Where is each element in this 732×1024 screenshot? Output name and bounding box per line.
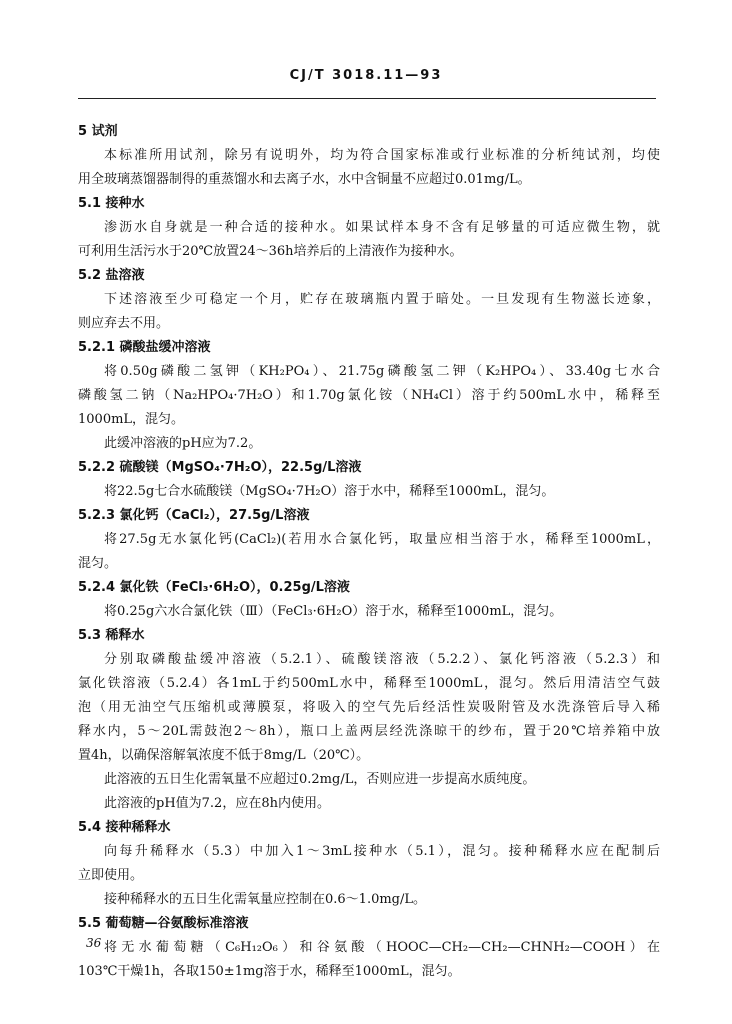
section-heading: 5.3 稀释水	[78, 628, 145, 643]
text-line: 接种稀释水的五日生化需氧量应控制在0.6～1.0mg/L。	[104, 892, 427, 907]
text-line: 103℃干燥1h，各取150±1mg溶于水，稀释至1000mL，混匀。	[78, 964, 461, 979]
text-line: 将无水葡萄糖（C₆H₁₂O₆）和谷氨酸（HOOC—CH₂—CH₂—CHNH₂—COOH）在	[104, 940, 660, 955]
section-heading: 5.2.1 磷酸盐缓冲溶液	[78, 340, 211, 355]
text-line: 置4h，以确保溶解氧浓度不低于8mg/L（20℃）。	[78, 748, 370, 763]
text-line: 向每升稀释水（5.3）中加入1～3mL接种水（5.1），混匀。接种稀释水应在配制后	[104, 844, 660, 859]
section-heading: 5 试剂	[78, 124, 118, 139]
text-line: 将27.5g无水氯化钙(CaCl₂)(若用水合氯化钙，取量应相当溶于水，稀释至1000mL，	[104, 532, 660, 547]
section-heading: 5.2.4 氯化铁（FeCl₃·6H₂O），0.25g/L溶液	[78, 580, 350, 595]
text-line: 1000mL，混匀。	[78, 412, 185, 427]
body-text	[78, 120, 660, 984]
section-heading: 5.2.3 氯化钙（CaCl₂），27.5g/L溶液	[78, 508, 310, 523]
text-line: 磷酸氢二钠（Na₂HPO₄·7H₂O）和1.70g氯化铵（NH₄Cl）溶于约500mL水中，稀释至	[78, 388, 660, 403]
text-line: 本标准所用试剂，除另有说明外，均为符合国家标准或行业标准的分析纯试剂，均使	[104, 148, 660, 163]
page-number: 36	[86, 936, 102, 950]
text-line: 将22.5g七合水硫酸镁（MgSO₄·7H₂O）溶于水中，稀释至1000mL，混匀。	[104, 484, 555, 499]
text-line: 将0.50g磷酸二氢钾（KH₂PO₄）、21.75g磷酸氢二钾（K₂HPO₄）、33.40g七水合	[104, 364, 660, 379]
text-line: 氯化铁溶液（5.2.4）各1mL于约500mL水中，稀释至1000mL，混匀。然后用清洁空气鼓	[78, 676, 660, 691]
section-heading: 5.4 接种稀释水	[78, 820, 171, 835]
text-line: 渗沥水自身就是一种合适的接种水。如果试样本身不含有足够量的可适应微生物，就	[104, 220, 660, 235]
text-line: 则应弃去不用。	[78, 316, 170, 331]
text-line: 释水内，5～20L需鼓泡2～8h），瓶口上盖两层经洗涤晾干的纱布，置于20℃培养箱中放	[78, 724, 660, 739]
text-line: 将0.25g六水合氯化铁（Ⅲ）（FeCl₃·6H₂O）溶于水，稀释至1000mL，混匀。	[104, 604, 563, 619]
text-line: 用全玻璃蒸馏器制得的重蒸馏水和去离子水，水中含铜量不应超过0.01mg/L。	[78, 172, 531, 187]
text-line: 此溶液的五日生化需氧量不应超过0.2mg/L，否则应进一步提高水质纯度。	[104, 772, 536, 787]
text-line: 可利用生活污水于20℃放置24～36h培养后的上清液作为接种水。	[78, 244, 463, 259]
section-heading: 5.2.2 硫酸镁（MgSO₄·7H₂O），22.5g/L溶液	[78, 460, 362, 475]
text-line: 此溶液的pH值为7.2，应在8h内使用。	[104, 796, 330, 811]
section-heading: 5.1 接种水	[78, 196, 145, 211]
text-line: 分别取磷酸盐缓冲溶液（5.2.1）、硫酸镁溶液（5.2.2）、氯化钙溶液（5.2.3）和	[104, 652, 660, 667]
text-line: 混匀。	[78, 556, 118, 571]
text-line: 泡（用无油空气压缩机或薄膜泵，将吸入的空气先后经活性炭吸附管及水洗涤管后导入稀	[78, 700, 660, 715]
text-line: 此缓冲溶液的pH应为7.2。	[104, 436, 262, 451]
header-rule	[78, 98, 656, 99]
text-line: 立即使用。	[78, 868, 144, 883]
text-line: 下述溶液至少可稳定一个月，贮存在玻璃瓶内置于暗处。一旦发现有生物滋长迹象，	[104, 292, 660, 307]
standard-code-header: CJ/T 3018.11—93	[289, 68, 443, 83]
section-heading: 5.5 葡萄糖—谷氨酸标准溶液	[78, 916, 249, 931]
section-heading: 5.2 盐溶液	[78, 268, 145, 283]
